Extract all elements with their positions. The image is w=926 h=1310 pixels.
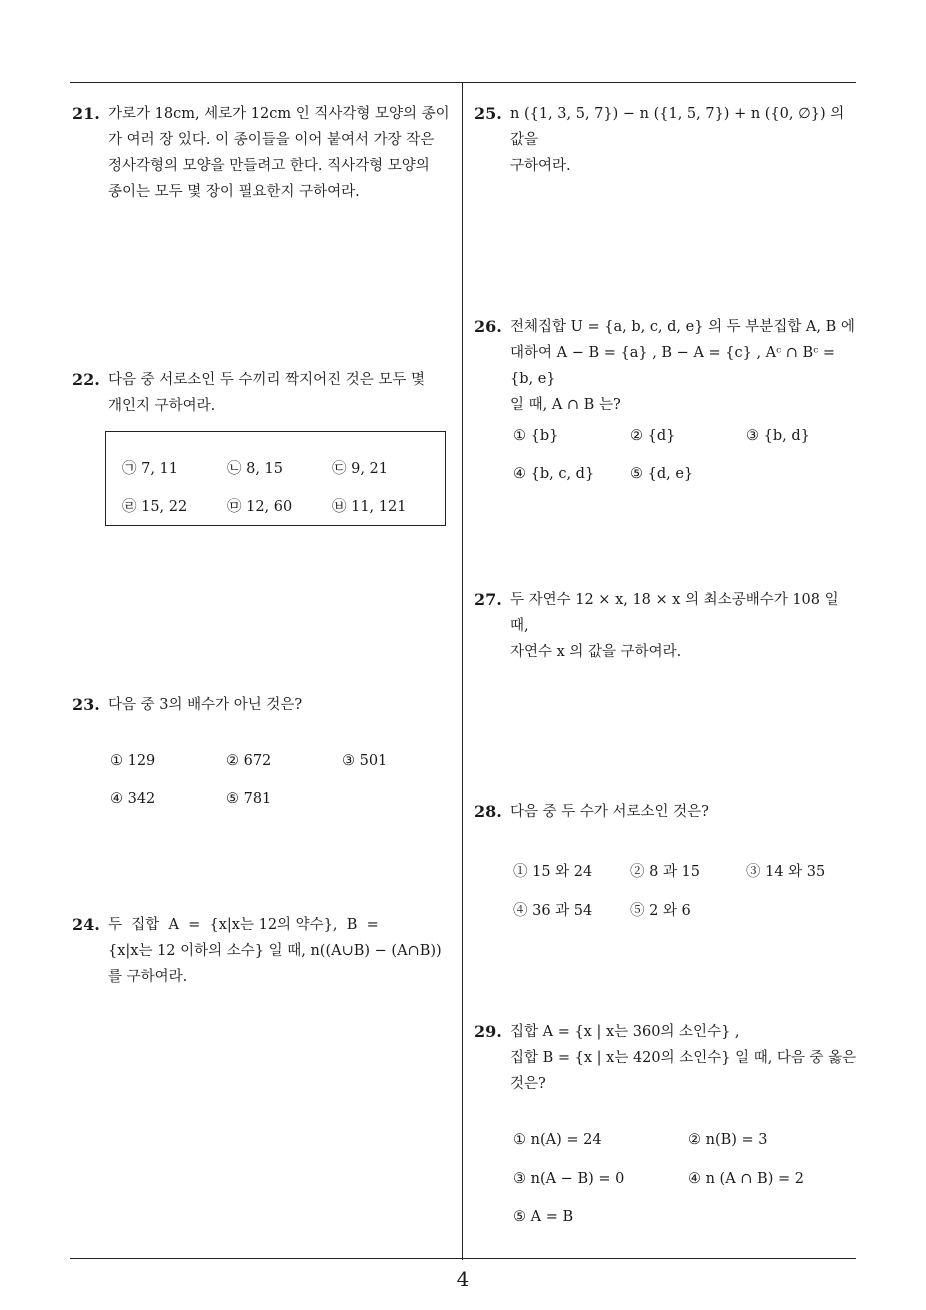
text-line: 다음 중 서로소인 두 수끼리 짝지어진 것은 모두 몇 xyxy=(108,372,426,388)
option: ② {d} xyxy=(630,428,676,444)
question-21 xyxy=(72,101,456,205)
question-number: 28. xyxy=(474,802,502,821)
text-line: n ({1, 3, 5, 7}) − n ({1, 5, 7}) + n ({0, ∅}) 의 값을 xyxy=(510,106,845,148)
question-26 xyxy=(474,314,860,418)
option: ① 15 와 24 xyxy=(513,864,593,880)
question-text xyxy=(108,692,456,718)
question-22 xyxy=(72,367,456,419)
question-text xyxy=(510,587,860,665)
question-number: 24. xyxy=(72,915,100,934)
text-line: 것은? xyxy=(510,1076,546,1092)
question-text xyxy=(108,912,456,990)
option: ④ n (A ∩ B) = 2 xyxy=(688,1171,804,1187)
box-item: ㉠ 7, 11 xyxy=(122,461,179,477)
question-25 xyxy=(474,101,860,179)
text-line: 다음 중 3의 배수가 아닌 것은? xyxy=(108,697,303,713)
text-line: 자연수 x 의 값을 구하여라. xyxy=(510,644,682,660)
question-number: 29. xyxy=(474,1022,502,1041)
option: ① 129 xyxy=(110,753,156,769)
text-line: {x|x는 12 이하의 소수} 일 때, n((A∪B) − (A∩B)) xyxy=(108,943,442,959)
page-number: 4 xyxy=(456,1267,470,1291)
option: ③ {b, d} xyxy=(746,428,810,444)
text-line: 종이는 모두 몇 장이 필요한지 구하여라. xyxy=(108,184,360,200)
option: ⑤ {d, e} xyxy=(630,466,694,482)
question-text xyxy=(510,799,860,825)
option: ② 672 xyxy=(226,753,272,769)
option: ① {b} xyxy=(513,428,559,444)
box-item: ㉣ 15, 22 xyxy=(122,499,188,515)
option: ④ 342 xyxy=(110,791,156,807)
question-24 xyxy=(72,912,456,990)
question-text xyxy=(510,1019,860,1097)
option: ② n(B) = 3 xyxy=(688,1132,768,1148)
question-text xyxy=(108,367,456,419)
option: ③ 501 xyxy=(342,753,388,769)
text-line: 전체집합 U = {a, b, c, d, e} 의 두 부분집합 A, B 에 xyxy=(510,319,855,335)
option: ④ 36 과 54 xyxy=(513,903,593,919)
box-item: ㉢ 9, 21 xyxy=(332,461,389,477)
option: ⑤ 2 와 6 xyxy=(630,903,691,919)
option: ② 8 과 15 xyxy=(630,864,701,880)
question-number: 23. xyxy=(72,695,100,714)
option: ⑤ A = B xyxy=(513,1209,574,1225)
text-line: 가로가 18cm, 세로가 12cm 인 직사각형 모양의 종이 xyxy=(108,106,450,122)
option: ① n(A) = 24 xyxy=(513,1132,602,1148)
question-number: 27. xyxy=(474,590,502,609)
option: ③ n(A − B) = 0 xyxy=(513,1171,625,1187)
text-line: 가 여러 장 있다. 이 종이들을 이어 붙여서 가장 작은 xyxy=(108,132,435,148)
text-line: 다음 중 두 수가 서로소인 것은? xyxy=(510,804,709,820)
option: ③ 14 와 35 xyxy=(746,864,826,880)
box-item: ㉤ 12, 60 xyxy=(227,499,293,515)
question-23 xyxy=(72,692,456,718)
option: ④ {b, c, d} xyxy=(513,466,595,482)
box-item: ㉡ 8, 15 xyxy=(227,461,284,477)
question-text xyxy=(510,314,860,418)
question-number: 25. xyxy=(474,104,502,123)
text-line: 개인지 구하여라. xyxy=(108,398,216,414)
text-line: 집합 A = {x | x는 360의 소인수} , xyxy=(510,1024,740,1040)
question-text xyxy=(108,101,456,205)
text-line: 일 때, A ∩ B 는? xyxy=(510,397,621,413)
text-line: 정사각형의 모양을 만들려고 한다. 직사각형 모양의 xyxy=(108,158,430,174)
text-line: 두 자연수 12 × x, 18 × x 의 최소공배수가 108 일 때, xyxy=(510,592,839,634)
question-number: 22. xyxy=(72,370,100,389)
text-line: 대하여 A − B = {a} , B − A = {c} , Aᶜ ∩ Bᶜ = {b, e} xyxy=(510,345,835,387)
text-line: 집합 B = {x | x는 420의 소인수} 일 때, 다음 중 옳은 xyxy=(510,1050,857,1066)
bottom-rule xyxy=(70,1258,856,1259)
question-number: 26. xyxy=(474,317,502,336)
text-line: 구하여라. xyxy=(510,158,571,174)
question-28 xyxy=(474,799,860,825)
question-29 xyxy=(474,1019,860,1097)
question-text xyxy=(510,101,860,179)
question-27 xyxy=(474,587,860,665)
box-item: ㉥ 11, 121 xyxy=(332,499,407,515)
option: ⑤ 781 xyxy=(226,791,272,807)
top-rule xyxy=(70,82,856,83)
text-line: 를 구하여라. xyxy=(108,969,188,985)
column-divider xyxy=(462,82,463,1260)
text-line: 두 집합 A = {x|x는 12의 약수}, B = xyxy=(108,917,379,933)
question-number: 21. xyxy=(72,104,100,123)
